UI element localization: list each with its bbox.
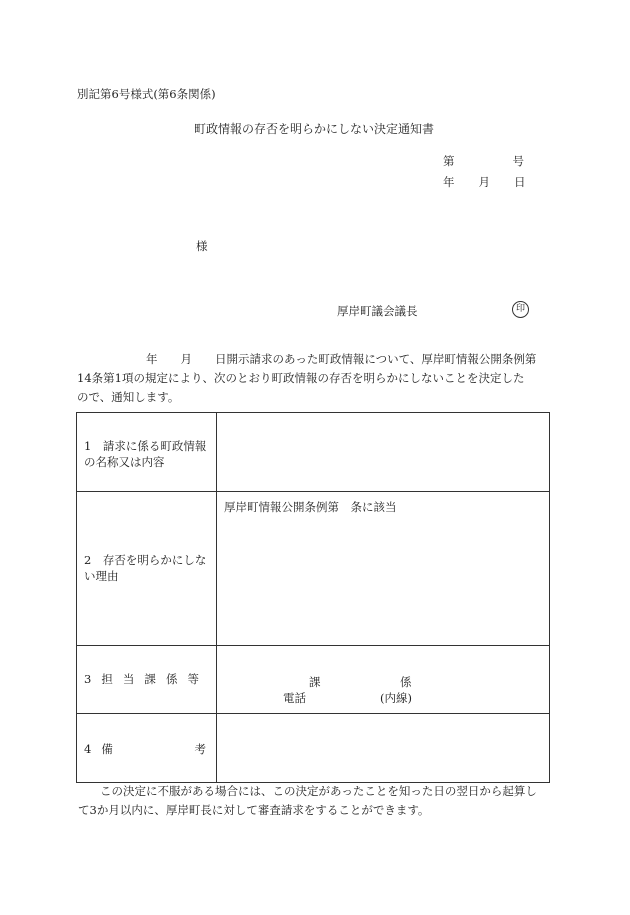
number-suffix: 号 (512, 154, 524, 168)
document-number-line (443, 153, 524, 169)
decision-table (76, 412, 550, 783)
kakari-label: 係 (400, 675, 412, 689)
date-year: 年 (443, 175, 455, 189)
department-label-char: 当 (122, 672, 135, 686)
table-row-request-content (77, 413, 550, 492)
department-label-char: 担 (101, 672, 113, 686)
department-cell (217, 646, 550, 714)
recipient-suffix: 様 (196, 239, 208, 253)
document-title: 町政情報の存否を明らかにしない決定通知書 (194, 122, 435, 136)
reason-label-line-1: 2 存否を明らかにしな (84, 553, 207, 567)
ka-label: 課 (309, 675, 321, 689)
request-content-cell (217, 413, 550, 492)
table-row-reason (77, 492, 550, 646)
table-row-remarks (77, 714, 550, 783)
department-label-num: 3 (84, 672, 92, 686)
department-label-char: 係 (165, 672, 178, 686)
seal-icon: 印 (512, 301, 529, 318)
department-label-char: 等 (187, 672, 199, 686)
remarks-cell (217, 714, 550, 783)
request-label-line-2: の名称又は内容 (84, 455, 165, 469)
notice-body (77, 350, 554, 407)
reason-label-line-2: い理由 (84, 569, 119, 583)
form-number: 別記第6号様式(第6条関係) (77, 87, 216, 101)
remarks-label-right: 考 (194, 742, 206, 756)
remarks-label-left: 備 (101, 742, 113, 756)
date-day: 日 (514, 175, 526, 189)
reason-cell (217, 492, 550, 646)
date-month: 月 (478, 175, 490, 189)
extension-label: (内線) (380, 691, 412, 705)
footer-line-1: この決定に不服がある場合には、この決定があったことを知った日の翌日から起算し (100, 784, 537, 798)
appeal-notice (78, 782, 537, 820)
remarks-label-num: 4 (84, 742, 92, 756)
tel-label: 電話 (283, 691, 306, 705)
request-content-label (77, 413, 217, 492)
remarks-label (77, 714, 217, 783)
request-label-line-1: 1 請求に係る町政情報 (84, 439, 207, 453)
department-label-char: 課 (144, 672, 156, 686)
date-line (443, 174, 526, 190)
reason-text: 厚岸町情報公開条例第 条に該当 (224, 500, 397, 514)
reason-label (77, 492, 217, 646)
body-line-1: 年 月 日開示請求のあった町政情報について、厚岸町情報公開条例第 (146, 352, 537, 366)
body-line-2: 14条第1項の規定により、次のとおり町政情報の存否を明らかにしないことを決定した (77, 371, 525, 385)
table-row-department (77, 646, 550, 714)
body-line-3: ので、通知します。 (77, 390, 180, 404)
number-prefix: 第 (443, 154, 455, 168)
department-label (77, 646, 217, 714)
footer-line-2: て3か月以内に、厚岸町長に対して審査請求をすることができます。 (78, 803, 430, 817)
issuer-name: 厚岸町議会議長 (337, 304, 418, 318)
